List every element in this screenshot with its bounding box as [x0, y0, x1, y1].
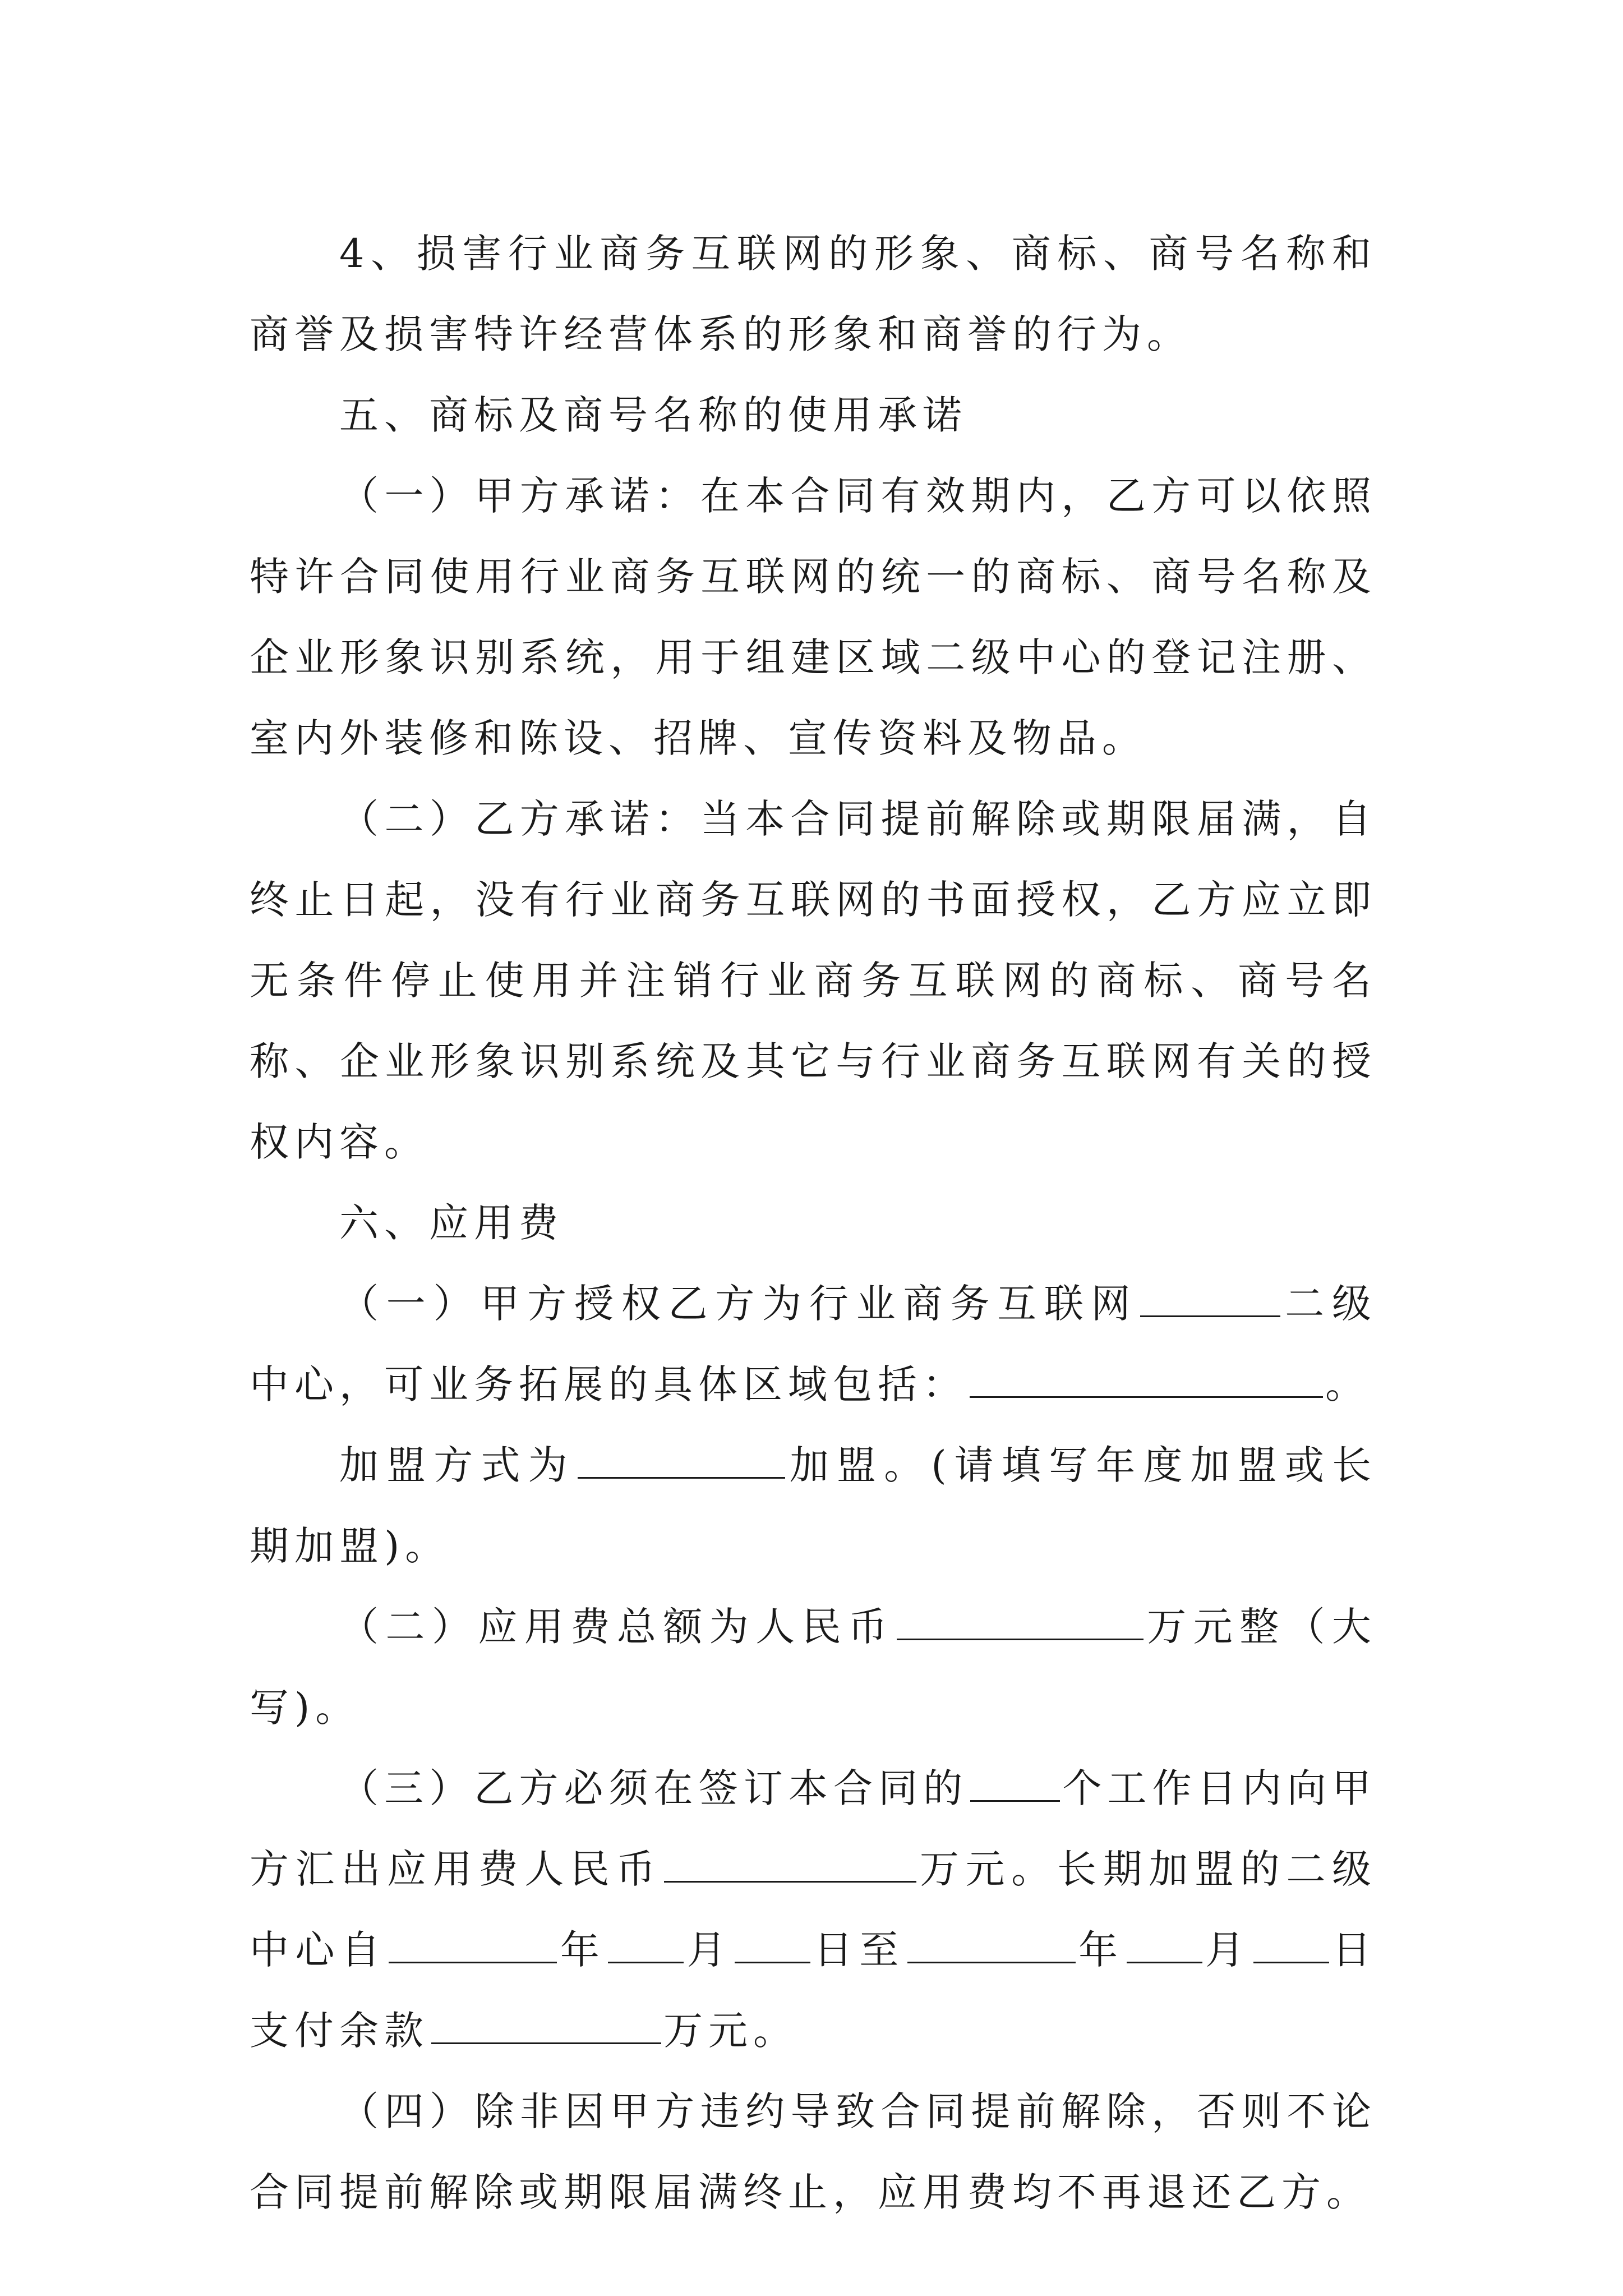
blank-total-fee[interactable] — [897, 1606, 1144, 1640]
text-segment: 万元。长期加盟的二级中心自 — [250, 1846, 1377, 1973]
paragraph-6-2 — [250, 1586, 1377, 1748]
blank-start-day[interactable] — [735, 1929, 810, 1963]
text-segment: 日支付余款 — [250, 1927, 1377, 2054]
section-heading-6: 六、应用费 — [339, 1200, 564, 1246]
section-heading-5: 五、商标及商号名称的使用承诺 — [339, 392, 967, 438]
text-segment: 年 — [559, 1927, 606, 1973]
blank-region[interactable] — [970, 1364, 1323, 1398]
text-segment: （一）甲方授权乙方为行业商务互联网 — [339, 1281, 1138, 1327]
blank-start-year[interactable] — [389, 1929, 557, 1963]
blank-end-month[interactable] — [1127, 1929, 1202, 1963]
document-body — [250, 213, 1377, 2233]
text-segment: 加盟。(请填写年度加盟或长期加盟)。 — [250, 1442, 1377, 1569]
text-segment: （三）乙方必须在签订本合同的 — [339, 1765, 969, 1811]
blank-balance-fee[interactable] — [431, 2010, 661, 2044]
paragraph-6-1-join-method — [250, 1425, 1377, 1586]
paragraph-5-1: （一）甲方承诺：在本合同有效期内，乙方可以依照特许合同使用行业商务互联网的统一的商标、商号名称及企业形象识别系统，用于组建区域二级中心的登记注册、室内外装修和陈设、招牌、宣传资料及物品。 — [250, 473, 1377, 761]
blank-initial-fee[interactable] — [664, 1848, 916, 1883]
blank-join-method[interactable] — [578, 1444, 785, 1479]
text-segment: 月 — [1204, 1927, 1251, 1973]
blank-end-year[interactable] — [907, 1929, 1076, 1963]
text-segment: 加盟方式为 — [339, 1442, 575, 1488]
text-segment: 万元整（大写)。 — [250, 1604, 1377, 1731]
blank-center-name[interactable] — [1140, 1283, 1280, 1317]
text-segment: 日至 — [813, 1927, 905, 1973]
paragraph-5-2: （二）乙方承诺：当本合同提前解除或期限届满，自终止日起，没有行业商务互联网的书面授权，乙方应立即无条件停止使用并注销行业商务互联网的商标、商号名称、企业形象识别系统及其它与行业商务互联网有关的授权内容。 — [250, 796, 1377, 1165]
paragraph-item-4: 4、损害行业商务互联网的形象、商标、商号名称和商誉及损害特许经营体系的形象和商誉的行为。 — [250, 231, 1377, 357]
paragraph-6-1 — [250, 1263, 1377, 1425]
paragraph-6-4: （四）除非因甲方违约导致合同提前解除，否则不论合同提前解除或期限届满终止，应用费均不再退还乙方。 — [250, 2088, 1377, 2215]
text-segment: （二）应用费总额为人民币 — [339, 1604, 895, 1650]
blank-start-month[interactable] — [608, 1929, 684, 1963]
text-segment: 年 — [1077, 1927, 1124, 1973]
text-segment: 。 — [1325, 1361, 1370, 1407]
text-segment: 个工作日内向甲方汇出应用费人民币 — [250, 1765, 1377, 1892]
blank-end-day[interactable] — [1253, 1929, 1329, 1963]
text-segment: 二级中心，可业务拓展的具体区域包括： — [250, 1281, 1377, 1407]
blank-working-days[interactable] — [970, 1768, 1060, 1802]
text-segment: 万元。 — [663, 2008, 798, 2054]
paragraph-6-3 — [250, 1748, 1377, 2071]
text-segment: 月 — [686, 1927, 733, 1973]
